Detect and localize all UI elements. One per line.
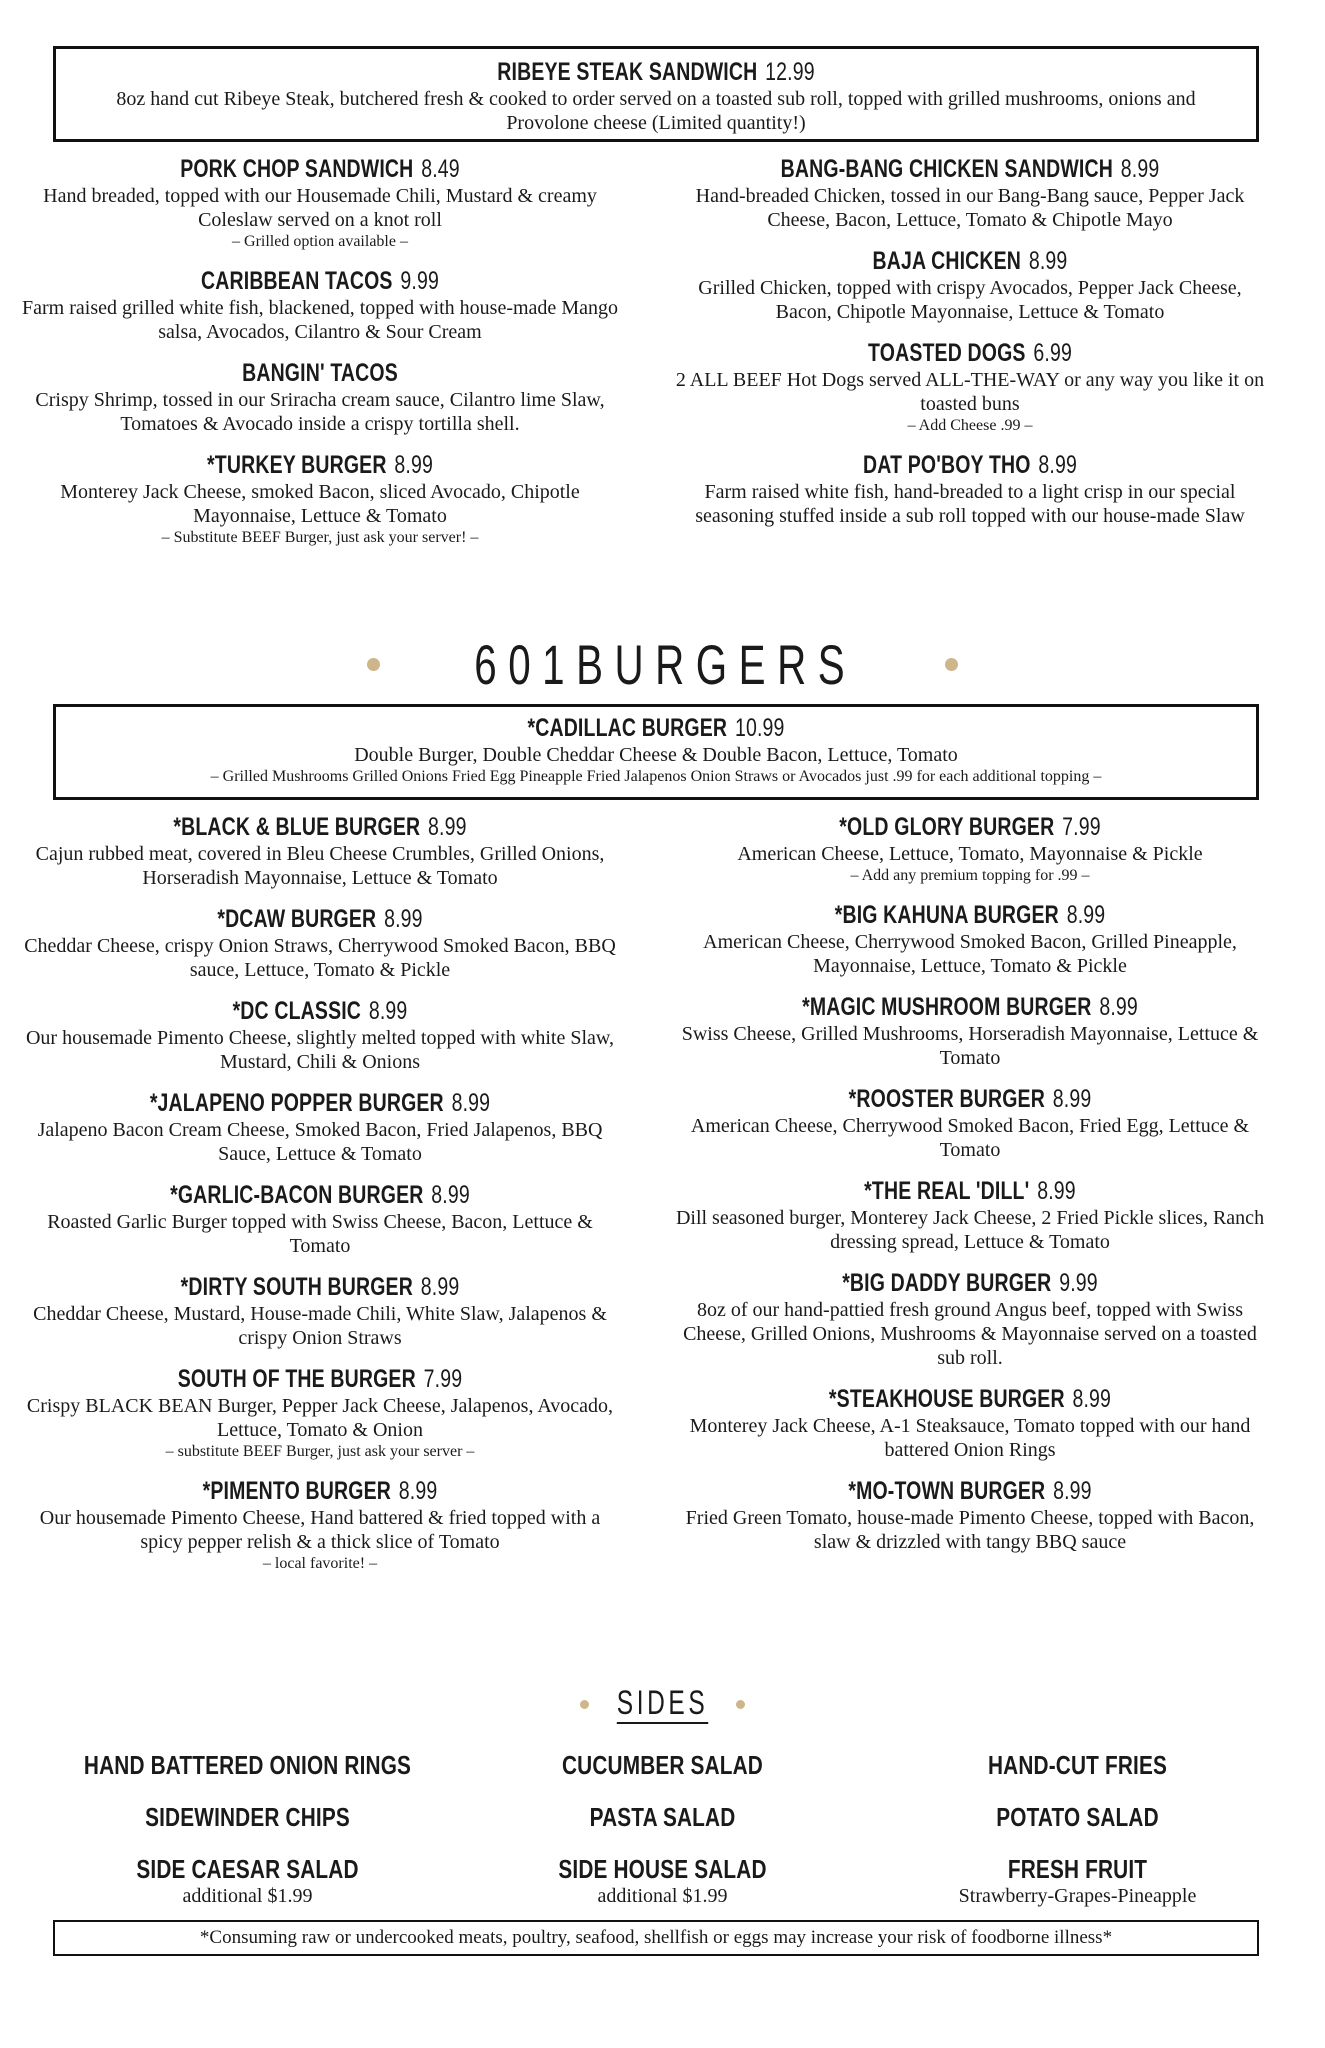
- item-price: 9.99: [1059, 1269, 1098, 1297]
- item-name: *ROOSTER BURGER: [848, 1085, 1045, 1113]
- item-description: 8oz of our hand-pattied fresh ground Angus beef, topped with Swiss Cheese, Grilled Onions, Mushrooms & Mayonnaise served on a toasted sub roll.: [683, 1299, 1257, 1369]
- item-title: [736, 1176, 1204, 1206]
- item-note: – Substitute BEEF Burger, just ask your server! –: [161, 529, 479, 546]
- item-title: [736, 900, 1204, 930]
- sides-grid: [40, 1750, 1285, 1930]
- item-description: Swiss Cheese, Grilled Mushrooms, Horseradish Mayonnaise, Lettuce & Tomato: [681, 1023, 1259, 1069]
- item-price: 8.99: [384, 905, 423, 933]
- decorative-dot-icon: [736, 1700, 745, 1709]
- item-name: DAT PO'BOY THO: [863, 451, 1031, 479]
- side-item: [870, 1802, 1285, 1832]
- item-price: 6.99: [1033, 339, 1072, 367]
- item-description: Hand-breaded Chicken, tossed in our Bang-Bang sauce, Pepper Jack Cheese, Bacon, Lettuce, Tomato & Chipotle Mayo: [695, 185, 1245, 231]
- item-name: *STEAKHOUSE BURGER: [828, 1385, 1065, 1413]
- item-note: – local favorite! –: [262, 1555, 378, 1572]
- burgers-section-heading: [0, 632, 1325, 697]
- item-name: *MAGIC MUSHROOM BURGER: [802, 993, 1092, 1021]
- item-title: [86, 812, 554, 842]
- burgers-left-column: [20, 812, 620, 1588]
- item-name: *BIG KAHUNA BURGER: [834, 901, 1059, 929]
- item-title: [86, 1180, 554, 1210]
- item-name: RIBEYE STEAK SANDWICH: [497, 58, 758, 86]
- item-name: SOUTH OF THE BURGER: [177, 1365, 416, 1393]
- item-price: 8.99: [1052, 1085, 1092, 1113]
- side-item-name: HAND BATTERED ONION RINGS: [83, 1750, 412, 1780]
- burger-item: [20, 1272, 620, 1350]
- sandwich-item: [670, 450, 1270, 528]
- item-name: CARIBBEAN TACOS: [201, 267, 393, 295]
- item-title: [86, 1476, 554, 1506]
- item-price: 8.99: [1053, 1477, 1092, 1505]
- item-name: *PIMENTO BURGER: [202, 1477, 391, 1505]
- item-price: 10.99: [734, 714, 785, 742]
- burger-item: [20, 812, 620, 890]
- side-item: [40, 1750, 455, 1780]
- side-item-name: FRESH FRUIT: [1007, 1854, 1148, 1884]
- item-price: 8.99: [1072, 1385, 1112, 1413]
- burger-item: [20, 1476, 620, 1574]
- item-description: American Cheese, Lettuce, Tomato, Mayonnaise & Pickle: [737, 843, 1203, 865]
- item-name: *CADILLAC BURGER: [527, 714, 728, 742]
- item-title: [86, 450, 554, 480]
- item-note: – Grilled option available –: [232, 233, 408, 250]
- featured-item-desc: 8oz hand cut Ribeye Steak, butchered fresh & cooked to order served on a toasted sub roll, topped with grilled mushrooms, onions and Provolone cheese (Limited quantity!): [116, 88, 1196, 134]
- food-safety-disclaimer: *Consuming raw or undercooked meats, poultry, seafood, shellfish or eggs may increase your risk of foodborne illness*: [53, 1920, 1259, 1956]
- item-description: Cheddar Cheese, crispy Onion Straws, Cherrywood Smoked Bacon, BBQ sauce, Lettuce, Tomato & Pickle: [24, 935, 616, 981]
- item-price: 8.99: [420, 1273, 460, 1301]
- side-item-note: additional $1.99: [597, 1885, 728, 1907]
- sides-row: [40, 1802, 1285, 1832]
- item-price: 8.99: [1038, 451, 1077, 479]
- burger-item: [670, 1268, 1270, 1370]
- item-description: Jalapeno Bacon Cream Cheese, Smoked Bacon, Fried Jalapenos, BBQ Sauce, Lettuce & Tomato: [37, 1119, 603, 1165]
- sandwich-item: [20, 266, 620, 344]
- item-name: *GARLIC-BACON BURGER: [170, 1181, 424, 1209]
- item-title: [86, 358, 554, 388]
- item-description: Crispy BLACK BEAN Burger, Pepper Jack Cheese, Jalapenos, Avocado, Lettuce, Tomato & Onion: [26, 1395, 614, 1441]
- item-title: [736, 154, 1204, 184]
- decorative-dot-icon: [367, 658, 380, 671]
- cadillac-burger-box: [53, 704, 1259, 800]
- item-title: [736, 338, 1204, 368]
- item-name: TOASTED DOGS: [868, 339, 1026, 367]
- item-price: 12.99: [765, 58, 815, 86]
- sides-heading-text: SIDES: [616, 1684, 709, 1722]
- burger-item: [20, 996, 620, 1074]
- side-item: [455, 1802, 870, 1832]
- item-price: 8.99: [1028, 247, 1068, 275]
- side-item-name: CUCUMBER SALAD: [562, 1750, 763, 1780]
- item-price: 8.99: [431, 1181, 470, 1209]
- item-price: 8.99: [451, 1089, 491, 1117]
- cadillac-burger-title: [188, 713, 1124, 743]
- burger-item: [670, 900, 1270, 978]
- item-name: *MO-TOWN BURGER: [848, 1477, 1046, 1505]
- burger-item: [670, 1384, 1270, 1462]
- side-item: [870, 1750, 1285, 1780]
- sandwich-item: [20, 450, 620, 548]
- decorative-dot-icon: [945, 658, 958, 671]
- item-title: [736, 1084, 1204, 1114]
- item-name: *THE REAL 'DILL': [864, 1177, 1030, 1205]
- item-description: 2 ALL BEEF Hot Dogs served ALL-THE-WAY or any way you like it on toasted buns: [675, 369, 1265, 415]
- sandwiches-right-column: [670, 154, 1270, 542]
- item-title: [86, 904, 554, 934]
- sandwich-item: [670, 246, 1270, 324]
- item-title: [736, 992, 1204, 1022]
- item-name: *BLACK & BLUE BURGER: [173, 813, 421, 841]
- burger-item: [670, 1176, 1270, 1254]
- item-description: Monterey Jack Cheese, A-1 Steaksauce, Tomato topped with our hand battered Onion Rings: [689, 1415, 1251, 1461]
- item-description: Farm raised white fish, hand-breaded to a light crisp in our special seasoning stuffed inside a sub roll topped with our house-made Slaw: [695, 481, 1245, 527]
- side-item-note: additional $1.99: [182, 1885, 313, 1907]
- burgers-right-column: [670, 812, 1270, 1568]
- item-price: 8.99: [368, 997, 408, 1025]
- item-note: – substitute BEEF Burger, just ask your server –: [165, 1443, 475, 1460]
- item-description: Our housemade Pimento Cheese, Hand battered & fried topped with a spicy pepper relish & a thick slice of Tomato: [39, 1507, 601, 1553]
- item-title: [86, 154, 554, 184]
- side-item: [870, 1854, 1285, 1908]
- item-note: – Add any premium topping for .99 –: [850, 867, 1090, 884]
- burger-item: [20, 1364, 620, 1462]
- item-title: [736, 246, 1204, 276]
- item-price: 9.99: [400, 267, 439, 295]
- item-title: [86, 1272, 554, 1302]
- featured-item-title: [188, 57, 1124, 87]
- item-name: *BIG DADDY BURGER: [842, 1269, 1052, 1297]
- item-description: American Cheese, Cherrywood Smoked Bacon, Grilled Pineapple, Mayonnaise, Lettuce, Tomato & Pickle: [703, 931, 1237, 977]
- burger-item: [670, 812, 1270, 886]
- side-item-name: HAND-CUT FRIES: [987, 1750, 1168, 1780]
- item-description: Farm raised grilled white fish, blackened, topped with house-made Mango salsa, Avocados, Cilantro & Sour Cream: [22, 297, 618, 343]
- item-title: [86, 266, 554, 296]
- item-name: *JALAPENO POPPER BURGER: [149, 1089, 444, 1117]
- sandwich-item: [670, 154, 1270, 232]
- burgers-heading-text: 601BURGERS: [474, 633, 857, 696]
- item-price: 8.99: [394, 451, 433, 479]
- item-description: Dill seasoned burger, Monterey Jack Cheese, 2 Fried Pickle slices, Ranch dressing spread, Lettuce & Tomato: [675, 1207, 1265, 1253]
- sandwich-item: [20, 358, 620, 436]
- item-price: 8.99: [1120, 155, 1160, 183]
- item-price: 8.49: [421, 155, 460, 183]
- side-item: [40, 1854, 455, 1908]
- item-name: *DIRTY SOUTH BURGER: [180, 1273, 413, 1301]
- item-title: [86, 996, 554, 1026]
- item-description: Cheddar Cheese, Mustard, House-made Chili, White Slaw, Jalapenos & crispy Onion Straws: [33, 1303, 607, 1349]
- item-description: Grilled Chicken, topped with crispy Avocados, Pepper Jack Cheese, Bacon, Chipotle Mayonnaise, Lettuce & Tomato: [698, 277, 1242, 323]
- item-title: [736, 1476, 1204, 1506]
- featured-item-box: [53, 46, 1259, 142]
- item-title: [736, 812, 1204, 842]
- side-item: [455, 1750, 870, 1780]
- side-item-name: PASTA SALAD: [589, 1802, 736, 1832]
- sides-row: [40, 1854, 1285, 1908]
- item-name: *OLD GLORY BURGER: [839, 813, 1055, 841]
- side-item-note: Strawberry-Grapes-Pineapple: [958, 1885, 1197, 1907]
- item-name: PORK CHOP SANDWICH: [180, 155, 414, 183]
- sandwiches-left-column: [20, 154, 620, 562]
- item-price: 7.99: [1062, 813, 1101, 841]
- item-description: Our housemade Pimento Cheese, slightly melted topped with white Slaw, Mustard, Chili & Onions: [25, 1027, 615, 1073]
- item-description: Cajun rubbed meat, covered in Bleu Cheese Crumbles, Grilled Onions, Horseradish Mayonnaise, Lettuce & Tomato: [35, 843, 605, 889]
- side-item-name: SIDEWINDER CHIPS: [145, 1802, 350, 1832]
- decorative-dot-icon: [580, 1700, 589, 1709]
- burger-item: [670, 1084, 1270, 1162]
- item-name: BANG-BANG CHICKEN SANDWICH: [780, 155, 1113, 183]
- item-name: *DC CLASSIC: [232, 997, 362, 1025]
- item-price: 8.99: [398, 1477, 438, 1505]
- sides-row: [40, 1750, 1285, 1780]
- burger-item: [20, 1088, 620, 1166]
- sides-section-heading: [0, 1684, 1325, 1724]
- burger-item: [20, 904, 620, 982]
- sandwich-item: [670, 338, 1270, 436]
- item-name: *TURKEY BURGER: [207, 451, 387, 479]
- item-note: – Add Cheese .99 –: [907, 417, 1033, 434]
- item-price: 8.99: [1099, 993, 1138, 1021]
- side-item-name: POTATO SALAD: [996, 1802, 1159, 1832]
- item-description: Monterey Jack Cheese, smoked Bacon, sliced Avocado, Chipotle Mayonnaise, Lettuce & Tomato: [60, 481, 580, 527]
- side-item: [40, 1802, 455, 1832]
- side-item: [455, 1854, 870, 1908]
- item-description: Crispy Shrimp, tossed in our Sriracha cream sauce, Cilantro lime Slaw, Tomatoes & Avocado inside a crispy tortilla shell.: [35, 389, 605, 435]
- cadillac-burger-note: – Grilled Mushrooms Grilled Onions Fried Egg Pineapple Fried Jalapenos Onion Straws or Avocados just .99 for each additional topping –: [210, 768, 1102, 785]
- item-title: [86, 1364, 554, 1394]
- item-price: 8.99: [428, 813, 467, 841]
- burger-item: [670, 1476, 1270, 1554]
- item-title: [86, 1088, 554, 1118]
- item-name: BANGIN' TACOS: [242, 359, 398, 387]
- side-item-name: SIDE CAESAR SALAD: [136, 1854, 359, 1884]
- item-name: *DCAW BURGER: [217, 905, 377, 933]
- item-description: Fried Green Tomato, house-made Pimento Cheese, topped with Bacon, slaw & drizzled with tangy BBQ sauce: [685, 1507, 1255, 1553]
- item-description: American Cheese, Cherrywood Smoked Bacon, Fried Egg, Lettuce & Tomato: [690, 1115, 1250, 1161]
- item-description: Hand breaded, topped with our Housemade Chili, Mustard & creamy Coleslaw served on a knot roll: [43, 185, 597, 231]
- item-title: [736, 450, 1204, 480]
- item-price: 7.99: [423, 1365, 463, 1393]
- cadillac-burger-desc: Double Burger, Double Cheddar Cheese & Double Bacon, Lettuce, Tomato: [354, 744, 958, 766]
- item-name: BAJA CHICKEN: [872, 247, 1022, 275]
- burger-item: [20, 1180, 620, 1258]
- sandwich-item: [20, 154, 620, 252]
- side-item-name: SIDE HOUSE SALAD: [558, 1854, 767, 1884]
- item-title: [736, 1268, 1204, 1298]
- item-price: 8.99: [1037, 1177, 1076, 1205]
- item-description: Roasted Garlic Burger topped with Swiss Cheese, Bacon, Lettuce & Tomato: [47, 1211, 593, 1257]
- item-title: [736, 1384, 1204, 1414]
- item-price: 8.99: [1066, 901, 1106, 929]
- burger-item: [670, 992, 1270, 1070]
